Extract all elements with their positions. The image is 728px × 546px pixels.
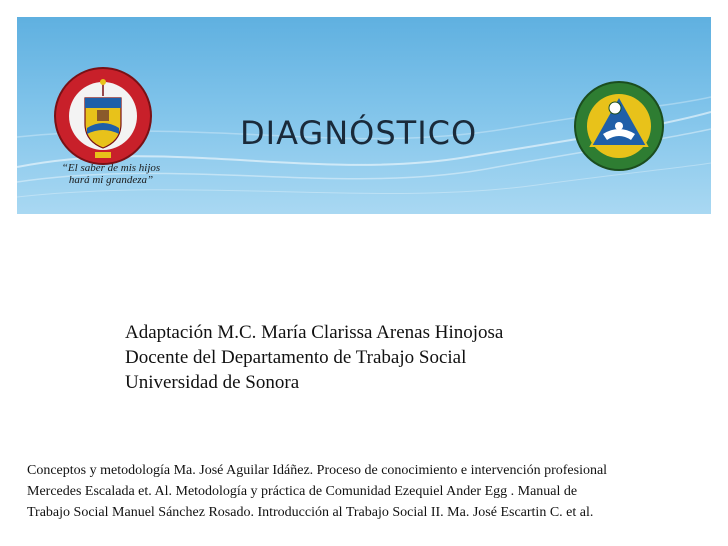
author-credits	[125, 320, 503, 395]
references	[27, 460, 717, 523]
university-seal-icon	[53, 66, 153, 171]
motto-line-2: hará mi grandeza”	[68, 174, 154, 186]
motto-line-1: “El saber de mis hijos	[61, 162, 161, 174]
credit-line: Adaptación M.C. María Clarissa Arenas Hinojosa	[125, 322, 504, 343]
reference-line: Mercedes Escalada et. Al. Metodología y práctica de Comunidad Ezequiel Ander Egg . Manual de	[27, 484, 578, 499]
reference-line: Trabajo Social Manuel Sánchez Rosado. Introducción al Trabajo Social II. Ma. José Escartin C. et al.	[27, 505, 594, 520]
university-motto	[46, 162, 176, 186]
slide-title: DIAGNÓSTICO	[240, 114, 478, 152]
department-seal-icon	[573, 80, 665, 177]
credit-line: Universidad de Sonora	[125, 372, 300, 393]
reference-line: Conceptos y metodología Ma. José Aguilar Idáñez. Proceso de conocimiento e intervención profesional	[27, 463, 608, 478]
credit-line: Docente del Departamento de Trabajo Social	[125, 347, 467, 368]
